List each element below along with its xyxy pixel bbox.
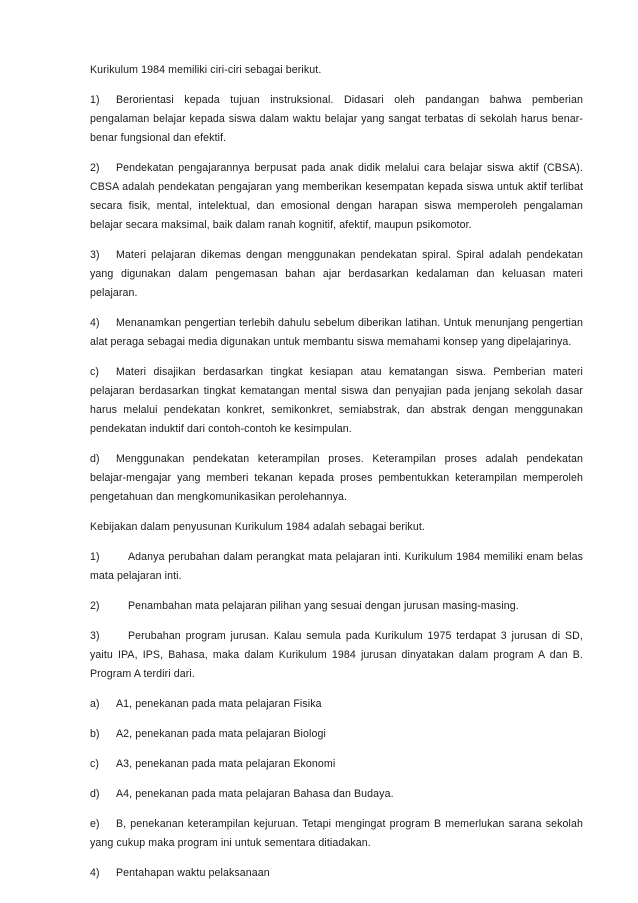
paragraph-text: Kebijakan dalam penyusunan Kurikulum 1984 adalah sebagai berikut. (90, 521, 425, 533)
list-marker: 1) (90, 94, 100, 106)
list-marker: e) (90, 818, 100, 830)
list-marker: 1) (90, 551, 100, 563)
list-marker: 3) (90, 249, 100, 261)
list-item-text: Berorientasi kepada tujuan instruksional. Didasari oleh pandangan bahwa pemberian pengalaman belajar kepada siswa dalam waktu belajar yang sangat terbatas di sekolah harus benar-benar fungsional dan efektif. (90, 94, 583, 144)
paragraph (90, 61, 583, 80)
list-marker: a) (90, 698, 100, 710)
list-item-text: B, penekanan keterampilan kejuruan. Tetapi mengingat program B memerlukan sarana sekolah yang cukup maka program ini untuk sementara ditiadakan. (90, 818, 583, 849)
paragraph-text: Kurikulum 1984 memiliki ciri-ciri sebagai berikut. (90, 64, 322, 76)
list-item (90, 597, 583, 616)
list-marker: 2) (90, 162, 100, 174)
list-item (90, 755, 583, 774)
list-item-text: Perubahan program jurusan. Kalau semula pada Kurikulum 1975 terdapat 3 jurusan di SD, yaitu IPA, IPS, Bahasa, maka dalam Kurikulum 1984 jurusan dinyatakan dalam program A dan B. Program A terdiri dari. (90, 630, 583, 680)
list-marker: 4) (90, 867, 100, 879)
list-item-text: Pendekatan pengajarannya berpusat pada anak didik melalui cara belajar siswa aktif (CBSA). CBSA adalah pendekatan pengajaran yang memberikan kesempatan kepada siswa untuk aktif terlibat secara fisik, mental, intelektual, dan emosional dengan harapan siswa memperoleh pengalaman belajar secara maksimal, baik dalam ranah kognitif, afektif, maupun psikomotor. (90, 162, 583, 231)
list-item (90, 548, 583, 586)
list-marker: d) (90, 453, 100, 465)
list-item-text: A2, penekanan pada mata pelajaran Biologi (116, 728, 326, 740)
list-marker: c) (90, 366, 100, 378)
paragraph (90, 518, 583, 537)
list-marker: d) (90, 788, 100, 800)
list-marker: c) (90, 758, 100, 770)
list-marker: 3) (90, 630, 100, 642)
list-item (90, 246, 583, 303)
list-item-text: Menanamkan pengertian terlebih dahulu sebelum diberikan latihan. Untuk menunjang pengertian alat peraga sebagai media digunakan untuk membantu siswa memahami konsep yang dipelajarinya. (90, 317, 583, 348)
list-item-text: Menggunakan pendekatan keterampilan proses. Keterampilan proses adalah pendekatan belajar-mengajar yang memberi tekanan kepada proses pembentukkan keterampilan memperoleh pengetahuan dan mengkomunikasikan perolehannya. (90, 453, 583, 503)
list-item (90, 159, 583, 235)
list-marker: b) (90, 728, 100, 740)
list-item (90, 91, 583, 148)
list-item-text: A1, penekanan pada mata pelajaran Fisika (116, 698, 322, 710)
list-item (90, 695, 583, 714)
list-item-text: Materi pelajaran dikemas dengan menggunakan pendekatan spiral. Spiral adalah pendekatan yang digunakan dalam pengemasan bahan ajar berdasarkan kedalaman dan keluasan materi pelajaran. (90, 249, 583, 299)
list-marker: 4) (90, 317, 100, 329)
list-marker: 2) (90, 600, 100, 612)
list-item-text: A3, penekanan pada mata pelajaran Ekonomi (116, 758, 336, 770)
list-item-text: Pentahapan waktu pelaksanaan (116, 867, 270, 879)
list-item-text: Adanya perubahan dalam perangkat mata pelajaran inti. Kurikulum 1984 memiliki enam belas mata pelajaran inti. (90, 551, 583, 582)
list-item-text: Materi disajikan berdasarkan tingkat kesiapan atau kematangan siswa. Pemberian materi pelajaran berdasarkan tingkat kematangan mental siswa dan penyajian pada jenjang sekolah dasar harus melalui pendekatan konkret, semikonkret, semiabstrak, dan abstrak dengan menggunakan pendekatan induktif dari contoh-contoh ke kesimpulan. (90, 366, 583, 435)
list-item (90, 627, 583, 684)
list-item (90, 815, 583, 853)
list-item (90, 864, 583, 883)
list-item (90, 725, 583, 744)
list-item (90, 314, 583, 352)
list-item (90, 450, 583, 507)
list-item-text: A4, penekanan pada mata pelajaran Bahasa dan Budaya. (116, 788, 394, 800)
list-item (90, 363, 583, 439)
list-item-text: Penambahan mata pelajaran pilihan yang sesuai dengan jurusan masing-masing. (128, 600, 519, 612)
list-item (90, 785, 583, 804)
